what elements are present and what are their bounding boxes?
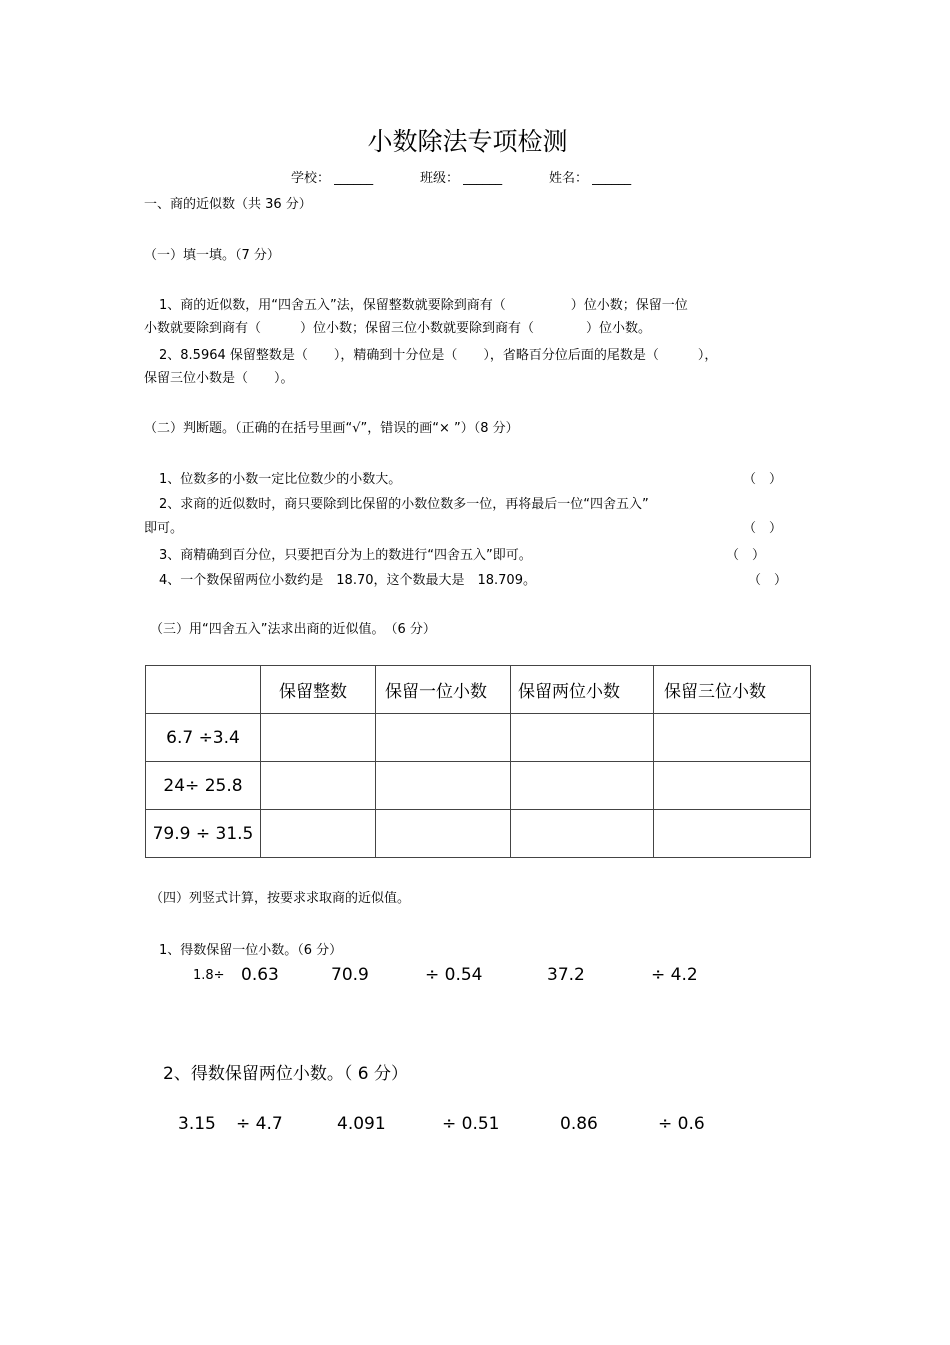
section1-heading: 一、商的近似数（共 36 分） — [144, 197, 312, 212]
division-problem-part: 37.2 — [547, 965, 585, 985]
part2-q1: 1、位数多的小数一定比位数少的小数大。 — [159, 472, 402, 487]
division-problem-part: 0.63 — [241, 965, 279, 985]
table-row-label: 6.7 ÷3.4 — [146, 714, 261, 762]
answer-bracket: （ ） — [743, 472, 783, 487]
approximation-table — [145, 665, 811, 858]
division-problem-part: 0.86 — [560, 1114, 598, 1134]
table-corner-cell — [146, 666, 261, 714]
part1-q1-line2: 小数就要除到商有（ ）位小数；保留三位小数就要除到商有（ ）位小数。 — [144, 321, 652, 336]
answer-cell[interactable] — [654, 762, 811, 810]
part2-q2-line2: 即可。 — [144, 521, 184, 536]
answer-cell[interactable] — [376, 810, 511, 858]
answer-bracket: （ ） — [743, 521, 783, 536]
part1-q2-line1: 2、8.5964 保留整数是（ ），精确到十分位是（ ），省略百分位后面的尾数是（ ）， — [159, 348, 718, 363]
name-field: 姓名： ______ — [549, 171, 632, 186]
answer-bracket: （ ） — [748, 573, 788, 588]
division-problem-part: ÷ 4.2 — [651, 965, 698, 985]
answer-cell[interactable] — [654, 714, 811, 762]
division-problem-part: ÷ 0.54 — [425, 965, 483, 985]
part4-sub2-heading: 2、得数保留两位小数。（ 6 分） — [163, 1064, 408, 1084]
division-problem-part: 3.15 — [178, 1114, 216, 1134]
division-problem-part: ÷ 0.51 — [442, 1114, 500, 1134]
division-problem-part: 4.091 — [337, 1114, 386, 1134]
answer-cell[interactable] — [261, 714, 376, 762]
part2-q2-line1: 2、求商的近似数时，商只要除到比保留的小数位数多一位，再将最后一位“四舍五入” — [159, 497, 649, 512]
table-header-cell: 保留两位小数 — [511, 666, 654, 714]
table-header-cell: 保留整数 — [261, 666, 376, 714]
school-field: 学校： ______ — [291, 171, 374, 186]
table-row-label: 24÷ 25.8 — [146, 762, 261, 810]
answer-cell[interactable] — [261, 762, 376, 810]
answer-cell[interactable] — [376, 762, 511, 810]
answer-cell[interactable] — [654, 810, 811, 858]
part1-q2-line2: 保留三位小数是（ ）。 — [144, 371, 294, 386]
part2-q4: 4、一个数保留两位小数约是 18.70，这个数最大是 18.709。 — [159, 573, 536, 588]
division-problem-part: 1.8÷ — [193, 968, 225, 983]
answer-cell[interactable] — [511, 810, 654, 858]
part1-q1-line1: 1、商的近似数，用“四舍五入”法，保留整数就要除到商有（ ）位小数；保留一位 — [159, 298, 688, 313]
answer-cell[interactable] — [511, 762, 654, 810]
table-row — [146, 762, 811, 810]
division-problem-part: ÷ 4.7 — [236, 1114, 283, 1134]
answer-cell[interactable] — [511, 714, 654, 762]
division-problem-part: ÷ 0.6 — [658, 1114, 705, 1134]
part3-heading: （三）用“四舍五入”法求出商的近似值。 （6 分） — [150, 622, 436, 637]
answer-cell[interactable] — [376, 714, 511, 762]
table-row — [146, 714, 811, 762]
table-header-cell: 保留三位小数 — [654, 666, 811, 714]
class-field: 班级： ______ — [420, 171, 503, 186]
part4-sub1-heading: 1、得数保留一位小数。（6 分） — [159, 943, 343, 958]
part2-q3: 3、商精确到百分位，只要把百分为上的数进行“四舍五入”即可。 — [159, 548, 532, 563]
table-header-cell: 保留一位小数 — [376, 666, 511, 714]
page-title: 小数除法专项检测 — [367, 127, 568, 156]
part4-heading: （四）列竖式计算，按要求求取商的近似值。 — [150, 891, 411, 906]
part2-heading: （二）判断题。（正确的在括号里画“√”，错误的画“× ”）（8 分） — [144, 421, 519, 436]
table-row — [146, 810, 811, 858]
division-problem-part: 70.9 — [331, 965, 369, 985]
table-row-label: 79.9 ÷ 31.5 — [146, 810, 261, 858]
answer-cell[interactable] — [261, 810, 376, 858]
answer-bracket: （ ） — [726, 548, 766, 563]
table-header-row — [146, 666, 811, 714]
part1-heading: （一）填一填。（7 分） — [144, 248, 280, 263]
